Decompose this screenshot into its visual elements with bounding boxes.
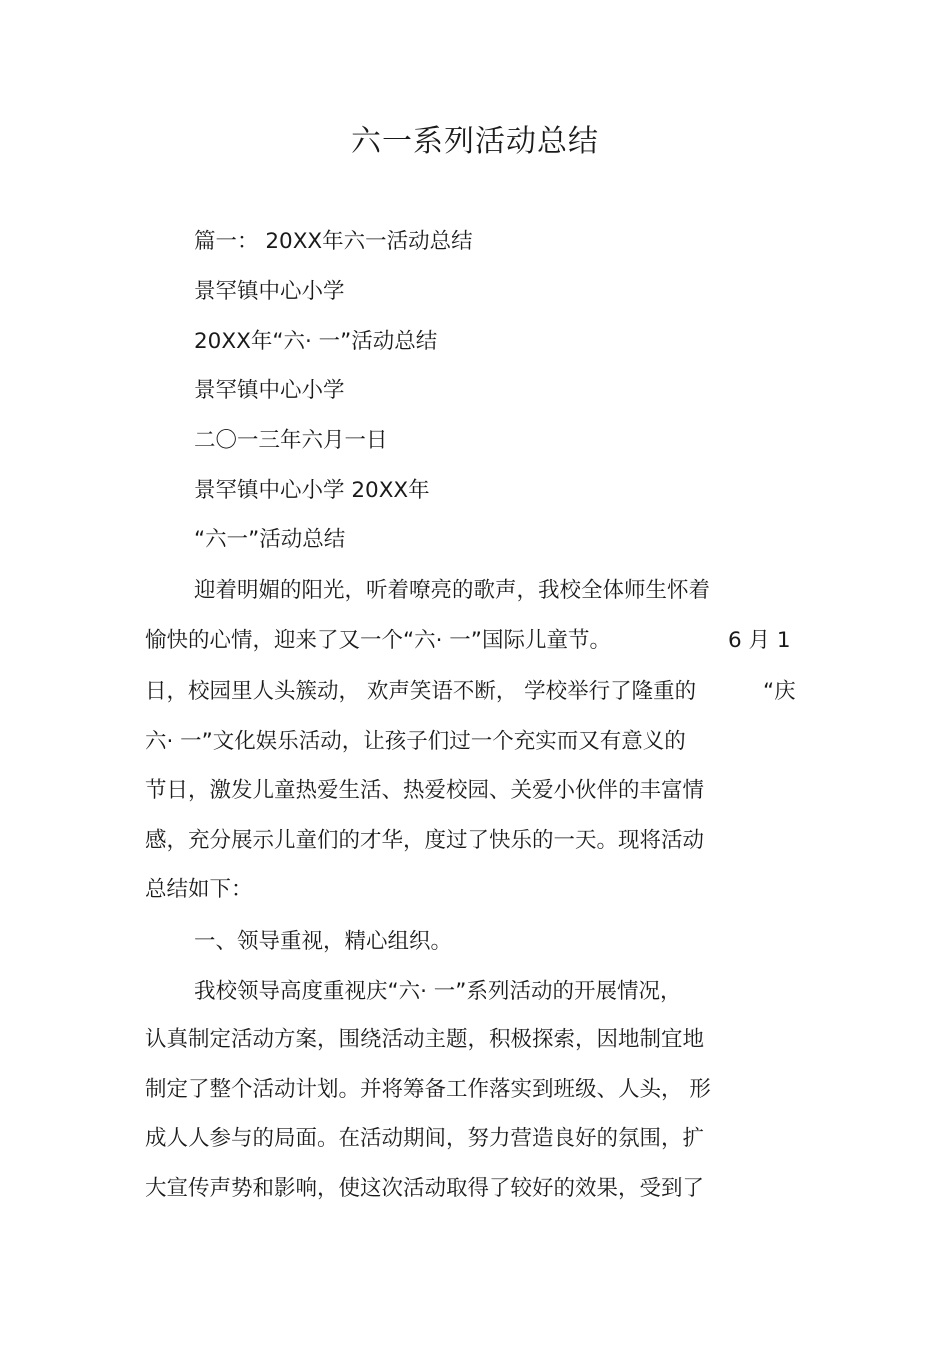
header-line-7: “六一”活动总结 (194, 527, 346, 552)
para1-line-6: 感，充分展示儿童们的才华，度过了快乐的一天。现将活动 (145, 828, 705, 853)
para1-line-3: 日，校园里人头簇动， 欢声笑语不断， 学校举行了隆重的 (145, 679, 697, 704)
para1-line-2-date: 6 月 1 (728, 628, 791, 653)
para1-line-2: 愉快的心情，迎来了又一个“六· 一”国际儿童节。 (145, 628, 611, 653)
header-line-4: 景罕镇中心小学 (194, 378, 345, 403)
para1-line-3-quote: “庆 (763, 679, 796, 704)
header-line-2: 景罕镇中心小学 (194, 279, 345, 304)
header-line-6: 景罕镇中心小学 20XX年 (194, 478, 430, 503)
section-1-heading: 一、领导重视，精心组织。 (194, 929, 453, 954)
para2-line-3: 制定了整个活动计划。并将筹备工作落实到班级、人头， 形 (145, 1077, 711, 1102)
para2-line-5: 大宣传声势和影响，使这次活动取得了较好的效果，受到了 (145, 1176, 705, 1201)
para2-line-1: 我校领导高度重视庆“六· 一”系列活动的开展情况， (194, 979, 682, 1004)
para2-line-4: 成人人参与的局面。在活动期间，努力营造良好的氛围，扩 (145, 1126, 705, 1151)
header-line-1: 篇一： 20XX年六一活动总结 (194, 229, 473, 254)
para1-line-7: 总结如下： (145, 877, 253, 902)
header-line-3: 20XX年“六· 一”活动总结 (194, 329, 438, 354)
para1-line-4: 六· 一”文化娱乐活动，让孩子们过一个充实而又有意义的 (145, 729, 686, 754)
document-title: 六一系列活动总结 (351, 124, 599, 159)
para2-line-2: 认真制定活动方案，围绕活动主题，积极探索，因地制宜地 (145, 1027, 705, 1052)
header-line-5: 二〇一三年六月一日 (194, 428, 388, 453)
para1-line-1: 迎着明媚的阳光，听着嘹亮的歌声，我校全体师生怀着 (194, 578, 711, 603)
para1-line-5: 节日，激发儿童热爱生活、热爱校园、关爱小伙伴的丰富情 (145, 778, 705, 803)
